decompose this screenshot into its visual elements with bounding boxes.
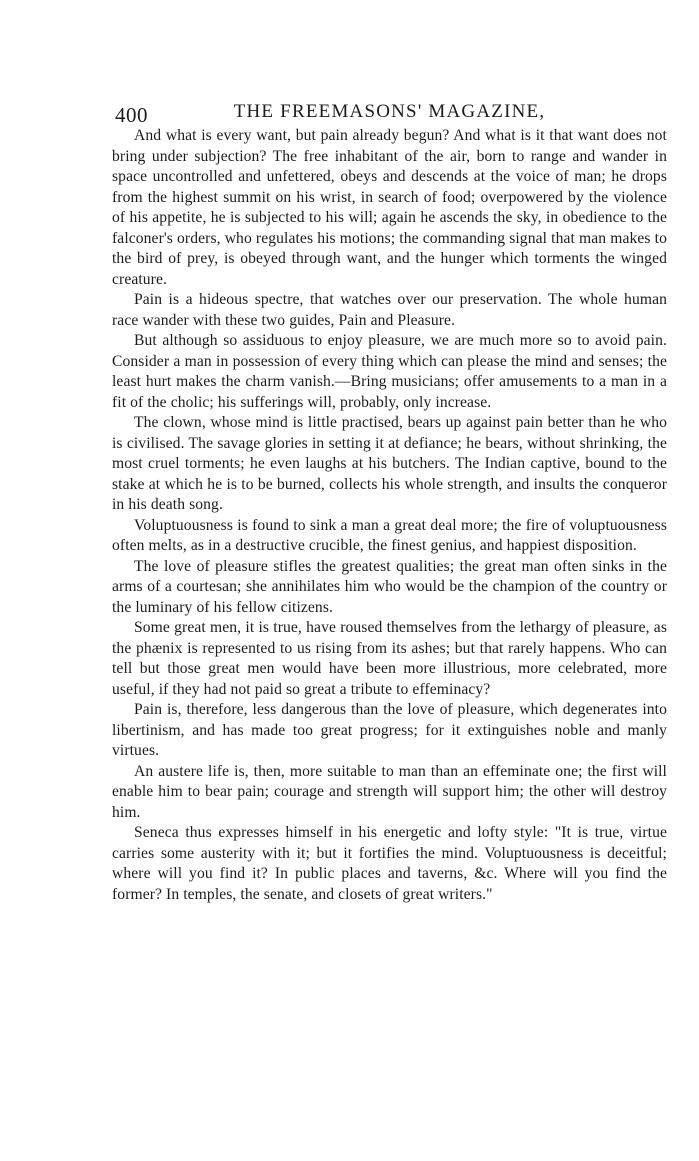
paragraph-avoid-pain: But although so assiduous to enjoy pleasure, we are much more so to avoid pain. Consider a man in possession of every thing which can please the mind and senses; the least hurt makes the charm vanish.—Bring musicians; offer amusements to a man in a fit of the cholic; his sufferings will, probably, only increase. <box>112 332 667 411</box>
paragraph-clown: The clown, whose mind is little practised, bears up against pain better than he who is civilised. The savage glories in setting it at defiance; he bears, without shrinking, the most cruel torments; he even laughs at his butchers. The Indian captive, bound to the stake at which he is to be burned, collects his whole strength, and insults the conqueror in his death song. <box>112 414 667 513</box>
paragraph-seneca: Seneca thus expresses himself in his energetic and lofty style: "It is true, virtue carries some austerity with it; but it fortifies the mind. Voluptuousness is deceitful; where will you find it? In public places and taverns, &c. Where will you find the former? In temples, the senate, and closets of great writers." <box>112 824 667 903</box>
paragraph-austere-life: An austere life is, then, more suitable to man than an effeminate one; the first will enable him to bear pain; courage and strength will support him; the other will destroy him. <box>112 762 667 821</box>
page <box>112 82 667 905</box>
paragraph-voluptuousness: Voluptuousness is found to sink a man a great deal more; the fire of voluptuousness often melts, as in a destructive crucible, the finest genius, and happiest disposition. <box>112 516 667 554</box>
paragraph-want: And what is every want, but pain already begun? And what is it that want does not bring under subjection? The free inhabitant of the air, born to range and wander in space uncontrolled and unfettered, obeys and descends at the voice of man; he drops from the highest summit on his wrist, in search of food; overpowered by the violence of his appetite, he is subjected to his will; again he ascends the sky, in obedience to the falconer's orders, who regulates his motions; the commanding signal that man makes to the bird of prey, is obeyed through want, and the hunger which torments the winged creature. <box>112 127 667 288</box>
running-head <box>112 82 667 127</box>
journal-title: THE FREEMASONS' MAGAZINE, <box>233 101 546 122</box>
paragraph-pain-spectre: Pain is a hideous spectre, that watches over our preservation. The whole human race wander with these two guides, Pain and Pleasure. <box>112 291 667 329</box>
page-number: 400 <box>115 103 148 127</box>
paragraph-pain-less-dangerous: Pain is, therefore, less dangerous than the love of pleasure, which degenerates into libertinism, and has made too great progress; for it extinguishes noble and manly virtues. <box>112 701 667 759</box>
paragraph-great-men: Some great men, it is true, have roused themselves from the lethargy of pleasure, as the phænix is represented to us rising from its ashes; but that rarely happens. Who can tell but those great men would have been more illustrious, more celebrated, more useful, if they had not paid so great a tribute to effeminacy? <box>112 619 667 698</box>
paragraph-love-of-pleasure: The love of pleasure stifles the greatest qualities; the great man often sinks in the arms of a courtesan; she annihilates him who would be the champion of the country or the luminary of his fellow citizens. <box>112 557 667 616</box>
article-body <box>112 126 667 905</box>
